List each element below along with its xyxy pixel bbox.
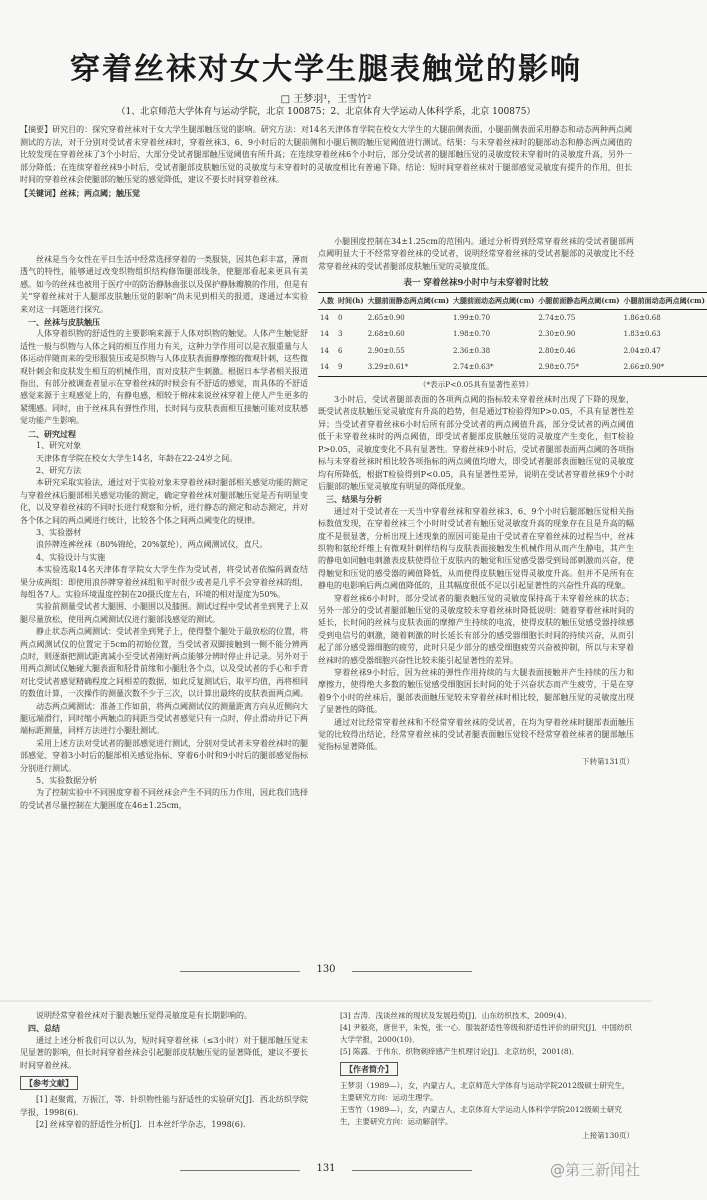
continued-next-note: 下转第131页） — [582, 756, 634, 766]
table-header-cell: 大腿前面动态两点阈(cm) — [451, 292, 536, 309]
table-cell: 2.36±0.38 — [453, 346, 491, 355]
page-number-rule-right-2 — [352, 1170, 472, 1171]
body-paragraph: 一、丝袜与皮肤触压 — [28, 317, 100, 328]
table-cell: 0 — [338, 314, 343, 323]
table-cell: 1.86±0.68 — [623, 314, 661, 323]
body-paragraph: 通过对于受试者在一天当中穿着丝袜和穿着丝袜3、6、9个小时后腿部触压觉相关指标数值发现，在穿着丝袜三个小时时受试者有触压觉灵敏度升高的现象存在且是升高的幅度不是很显著，分析出现上述现象的原因可能是由于受试者在穿着丝袜的过程当中，丝袜织物和氨纶纤维上有微观针刺样结构与皮肤表面接触发生机械作用从而产生静电，其产生的静电如同触电刺激表皮肤使得位于皮肤内的触觉和压觉感受器受到局部刺激而兴奋，使得触觉和压觉的感受器的阈值降低，从而使得皮肤触压觉得灵敏度升高。但并不是所有在静电的电影响后两点阈值降低的，且其幅度很低不足以引起显著性的兴奋性升高的现象。 — [318, 506, 634, 591]
reference-item: [4] 尹毅亮，唐世平，朱悦，张一心．服装舒适性等级和舒适性评价的研究[J]．中国纺织大学学报，2000(10)． — [340, 1023, 632, 1044]
body-paragraph: 本研究采取实验法，通过对于实验对象未穿着丝袜时腿部相关感觉功能的测定与穿着丝袜后腿部相关感觉功能的测定，确定穿着丝袜对腿部触压觉是否有明显变化，以及穿着丝袜的不同时长进行观察和分析，进行静态的测定和动态测定，并对各个体之间的两点阈进行统计，比较各个体之间两点阈变化的规律。 — [20, 478, 308, 525]
body-paragraph: 通过上述分析我们可以认为，短时间穿着丝袜（≤3小时）对于腿部触压觉未见显著的影响，但长时间穿着丝袜会引起腿部皮肤触压觉的显著降低，建议不要长时间穿着丝袜。 — [20, 1035, 308, 1070]
body-paragraph: 穿着丝袜9小时后，因为丝袜的弹性作用持续的与大腿表面接触并产生持续的压力和摩擦力，使得绝大多数的触压觉感受细胞因长时间的处于兴奋状态而产生疲劳，于是在穿着9个小时的丝袜后，腿部表面触压觉较未穿着丝袜时相比较，腿部触压觉的灵敏度出现了显著性的降低。 — [318, 668, 634, 715]
table-cell: 2.74±0.75 — [538, 314, 576, 323]
body-paragraph: 穿着丝袜6小时时，部分受试者的腿表触压觉的灵敏度保持高于未穿着丝袜的状态；另外一部分的受试者腿部触压觉的灵敏度较未穿着丝袜时降低说明：随着穿着丝袜时间的延长，长时间的丝袜与皮肤表面的摩擦产生持续的电流，使得皮肤的触压觉感受器持续感受到电信号的刺激，随着刺激的时长延长有部分的感受器细胞长时间的持续兴奋，从而引起了部分感受器细胞的疲劳，此时只是少部分的感受细胞疲劳兴奋被抑制，所以与未穿着丝袜时的感受器细胞兴奋性比较未能引起显著性的差异。 — [318, 593, 634, 665]
table-cell: 1.99±0.70 — [453, 314, 491, 323]
table-cell: 2.30±0.90 — [538, 330, 576, 339]
table-row — [318, 359, 707, 376]
right-column-intro: 小腿围度控制在34±1.25cm的范围内。通过分析得到经常穿着丝袜的受试者腿部两点阈明显大于不经常穿着丝袜的受试者，说明经常穿着丝袜的受试者腿部的灵敏度比不经常穿着丝袜的受试者腿部皮肤触压觉的灵敏度低。 — [318, 237, 634, 271]
references-heading: 【参考文献】 — [20, 1076, 78, 1090]
table-cell: 14 — [320, 314, 329, 323]
body-paragraph: 丝袜是当今女性在平日生活中经常选择穿着的一类服装，因其色彩丰富，薄而透气的特性，能够通过改变织物组织结构修饰腿部线条，使腿部看起来更具有美感。如今的丝袜也被用于医疗中的防治静脉曲张以及保护静脉瓣膜的作用，但是有关“穿着丝袜对于人腿部皮肤触压觉的影响”尚未见到相关的报道，遂通过本实验来对这一问题进行探究。 — [20, 255, 308, 314]
author-bio: 王梦羽（1989—），女，内蒙古人，北京师范大学体育与运动学院2012级硕士研究生，主要研究方向：运动生理学。 — [340, 1081, 630, 1102]
summary-section — [20, 1010, 308, 1072]
table-cell: 14 — [320, 346, 329, 355]
table-cell: 3.29±0.61* — [366, 359, 451, 376]
reference-item: [5] 陈露．于伟东．织物刺痒感产生机理讨论[J]．北京纺织，2001(8)． — [340, 1047, 580, 1056]
reference-item: [2] 丝袜穿着的舒适性分析[J]．日本丝纤学杂志，1998(6)． — [36, 1120, 252, 1130]
body-paragraph: 1、研究对象 — [36, 441, 82, 451]
table-cell: 2.68±0.60 — [367, 330, 405, 339]
results-table — [318, 292, 707, 377]
watermark-text: @第三新闻社 — [549, 1161, 640, 1179]
table-cell: 1.98±0.70 — [453, 330, 491, 339]
table-cell: 2.80±0.46 — [538, 346, 576, 355]
body-paragraph: 静止状态两点阈测试：受试者坐到凳子上，使得整个腿处于最放松的位置，将两点阈测试仪的位置定于5cm的初始位置，当受试者双脚接触到一侧不能分辨两点时，则逐渐把测试距离减小至受试者刚好两点能够分辨时停止并记录。另外对于用两点测试仪触碰大腿表面和胫骨前缘和小腿肚各个点，以及受试者的手心和手背对比受试者感觉精确程度之间相差的数据，如此反复测试后，取平均值，再将相同的数值计算，一次操作的测量次数不少于三次，以计算出最终的皮肤表面两点阈。 — [20, 627, 308, 699]
table-header-cell: 大腿前面静态两点阈(cm) — [366, 292, 451, 309]
body-paragraph: 3小时后，受试者腿部表面的各项两点阈的指标较未穿着丝袜时出现了下降的现象，既受试者皮肤触压觉灵敏度有升高的趋势，但是通过T检验得知P>0.05，不具有显著性差异；当受试者穿着丝袜6小时后所有部分受试者的两点阈值升高，部分受试者的两点阈值低于未穿着丝袜时的两点阈值，即受试者腿部皮肤触压觉的灵敏度产生变化，但T检验P>0.05，灵敏度变化不具有显著性。穿着丝袜9小时后，受试者腿部表面两点阈的各项指标与未穿着丝袜时相比较各项指标的两点阈值均增大，即受试者腿部表面触压觉的灵敏度均有所降低，根据T检验得到P<0.05，具有显著性差异，说明在受试者穿着丝袜9个小时后腿部的触压觉灵敏度有明显的降低现象。 — [318, 395, 634, 491]
table-cell: 14 — [318, 359, 336, 376]
table-cell: 2.66±0.90* — [622, 359, 707, 376]
table-row — [318, 326, 707, 342]
continued-prev-note: 上接第130页） — [582, 1131, 634, 1140]
body-paragraph: 人体穿着织物的舒适性的主要影响来源于人体对织物的触觉。人体产生触觉舒适性一般与织物与人体之间的相互作用力有关，这种力学作用可以是衣服重量与人体运动伴随而来的受形服装压或是织物与人体皮肤表面静摩擦的微观针刺，这些微观针刺会和皮肤发生相互的机械作用，而对皮肤产生刺激。根据日本学者相关报道指出，有部分被调查者显示在穿着丝袜的时候会有不舒适的感觉，而具体的不舒适感觉来源于主观感觉上的，有静电感，相较于棉袜来说丝袜穿着上使人产生更多的紧绷感。同时，由于丝袜具有弹性作用，长时间与皮肤表面相互接触可能对皮肤感觉功能产生影响。 — [20, 329, 308, 426]
left-column — [20, 254, 308, 812]
author-bio: 王雪竹（1989—），女，内蒙古人，北京体育大学运动人体科学学院2012级硕士研究生，主要研究方向：运动解剖学。 — [340, 1105, 622, 1126]
table-row — [318, 343, 707, 359]
table-body — [318, 310, 707, 377]
author-intro — [340, 1080, 634, 1128]
body-paragraph: 实验前测量受试者大腿围、小腿围以及膝围。测试过程中受试者坐到凳子上双腿尽量放松，使用两点阈测试仪进行腿部浅感觉的测试。 — [20, 602, 308, 624]
table-cell: 3 — [338, 330, 343, 339]
table-header-cell: 小腿前面动态两点阈(cm) — [622, 292, 707, 309]
table-cell: 2.65±0.90 — [367, 314, 405, 323]
body-paragraph: 4、实验设计与实施 — [36, 552, 106, 562]
body-paragraph: 3、实验器材 — [36, 527, 82, 537]
body-paragraph: 通过对比经常穿着丝袜和不经常穿着丝袜的受试者，在均为穿着丝袜时腿部表面触压觉的比较得出结论，经常穿着丝袜的受试者腿表面触压觉较不经常穿着丝袜者的腿部触压觉指标显著降低。 — [318, 717, 634, 752]
table-header-cell: 小腿前面静态两点阈(cm) — [536, 292, 621, 309]
table-cell: 2.90±0.55 — [367, 346, 405, 355]
references-right — [340, 1010, 634, 1058]
abstract-block — [20, 124, 632, 200]
reference-item: [1] 赵聚霞，万振江，等．针织物性能与舒适性的实验研究[J]．西北纺织学院学报，1998(6)． — [20, 1095, 308, 1117]
body-paragraph: 天津体育学院在校女大学生14名，年龄在22-24岁之间。 — [36, 453, 238, 463]
table-cell: 2.04±0.47 — [623, 346, 661, 355]
author-intro-heading: 【作者简介】 — [340, 1062, 398, 1076]
bottom-right-column — [340, 1010, 634, 1142]
body-paragraph: 二、研究过程 — [28, 428, 76, 439]
table-note: （*表示P<0.05具有显著性差异） — [418, 379, 534, 389]
body-paragraph: 采用上述方法对受试者的腿部感觉进行测试，分别对受试者未穿着丝袜时的腿部感觉、穿着3小时后的腿部相关感觉指标、穿着6小时和9小时后的腿部感觉指标分别进行测试。 — [20, 738, 308, 773]
table-header-cell: 人数 — [318, 292, 336, 309]
table-header-row — [318, 292, 707, 309]
body-paragraph: 说明经常穿着丝袜对于腿表触压觉得灵敏度是有长期影响的。 — [36, 1011, 252, 1020]
table-cell: 1.83±0.63 — [623, 330, 661, 339]
page-number-130: 130 — [316, 964, 336, 975]
body-paragraph: 动态两点阈测试：准备工作如前，将两点阈测试仪的测量距离方向从近侧向大腿远端滑行，同时缩小两触点的间距当受试者感觉只有一点时，停止滑动并记下两端标距测量，同样方法进行小腿肚测试。 — [20, 701, 308, 736]
references-left — [20, 1094, 308, 1131]
table-header-cell: 时间(h) — [336, 292, 366, 309]
table-cell: 14 — [320, 330, 329, 339]
author-line: □ 王梦羽¹，王雪竹² — [280, 94, 372, 105]
affiliation-line: （1、北京师范大学体育与运动学院，北京 100875；2、北京体育大学运动人体科学系，北京 100875） — [116, 107, 536, 117]
table-row — [318, 310, 707, 327]
abstract-text: 【摘要】研究目的：探究穿着丝袜对于女大学生腿部触压觉的影响。研究方法：对14名天津体育学院在校女大学生的大腿前侧表面、小腿前侧表面采用静态和动态两种两点阈测试的方法，对于分别对受试者未穿着丝袜时，穿着丝袜3、6、9小时后的大腿前侧和小腿后侧的触压觉阈值进行测试。结果：与未穿着丝袜时的腿部动态和静态两点阈值的比较发现在穿着丝袜了3个小时后，大部分受试者腿部触压觉阈值有所升高；在连续穿着丝袜6个小时后，部分受试者的腿部触压觉的灵敏度较未穿着时的灵敏度升高，另外一部分降低；在连续穿着丝袜9小时后，受试者腿部皮肤触压觉的灵敏度与未穿着时的灵敏度相比有普遍下降。结论：短时间穿着丝袜对于腿部感觉灵敏度有提升的作用，但长时间的穿着丝袜会使腿部的触压觉的感觉降低，建议不要长时间穿着丝袜。 — [20, 125, 632, 184]
body-paragraph: 为了控制实验中不同围度穿着不同丝袜会产生不同的压力作用，因此我们选择的受试者尽量控制在大腿围度在46±1.25cm， — [20, 788, 308, 810]
right-column-body — [318, 394, 634, 754]
body-paragraph: 5、实验数据分析 — [36, 776, 98, 786]
keywords-line: 【关键词】丝袜；两点阈；触压觉 — [20, 187, 140, 198]
article-title: 穿着丝袜对女大学生腿表触觉的影响 — [70, 52, 582, 87]
page-separator — [0, 1000, 652, 1002]
body-paragraph: 2、研究方法 — [36, 465, 82, 475]
body-paragraph: 三、结果与分析 — [326, 494, 382, 505]
bottom-left-column — [20, 1010, 308, 1132]
page-number-rule-right — [352, 971, 472, 972]
table-cell: 2.74±0.63* — [451, 359, 536, 376]
table-cell: 6 — [338, 346, 343, 355]
table-title: 表一 穿着丝袜9小时中与未穿着时比较 — [403, 278, 549, 289]
right-column — [318, 236, 705, 768]
reference-item: [3] 吉涛．浅谈丝袜的现状及发展趋势[J]．山东纺织技术，2009(4)． — [340, 1011, 572, 1020]
table-cell: 9 — [336, 359, 366, 376]
table-cell: 2.98±0.75* — [536, 359, 621, 376]
body-paragraph: 四、总结 — [28, 1023, 60, 1034]
body-paragraph: 浪莎牌连裤丝袜（80%锦纶，20%氨纶），两点阈测试仪，直尺。 — [36, 540, 268, 550]
body-paragraph: 本实验选取14名天津体育学院女大学生作为受试者，将受试者依编码调查结果分成两组：即使用浪莎牌穿着丝袜组和平时很少或者是几乎不会穿着丝袜的组，每组各7人。实验环境温度控制在20摄氏度左右，环境的相对湿度为50%。 — [20, 565, 308, 599]
page-number-131: 131 — [316, 1163, 336, 1174]
